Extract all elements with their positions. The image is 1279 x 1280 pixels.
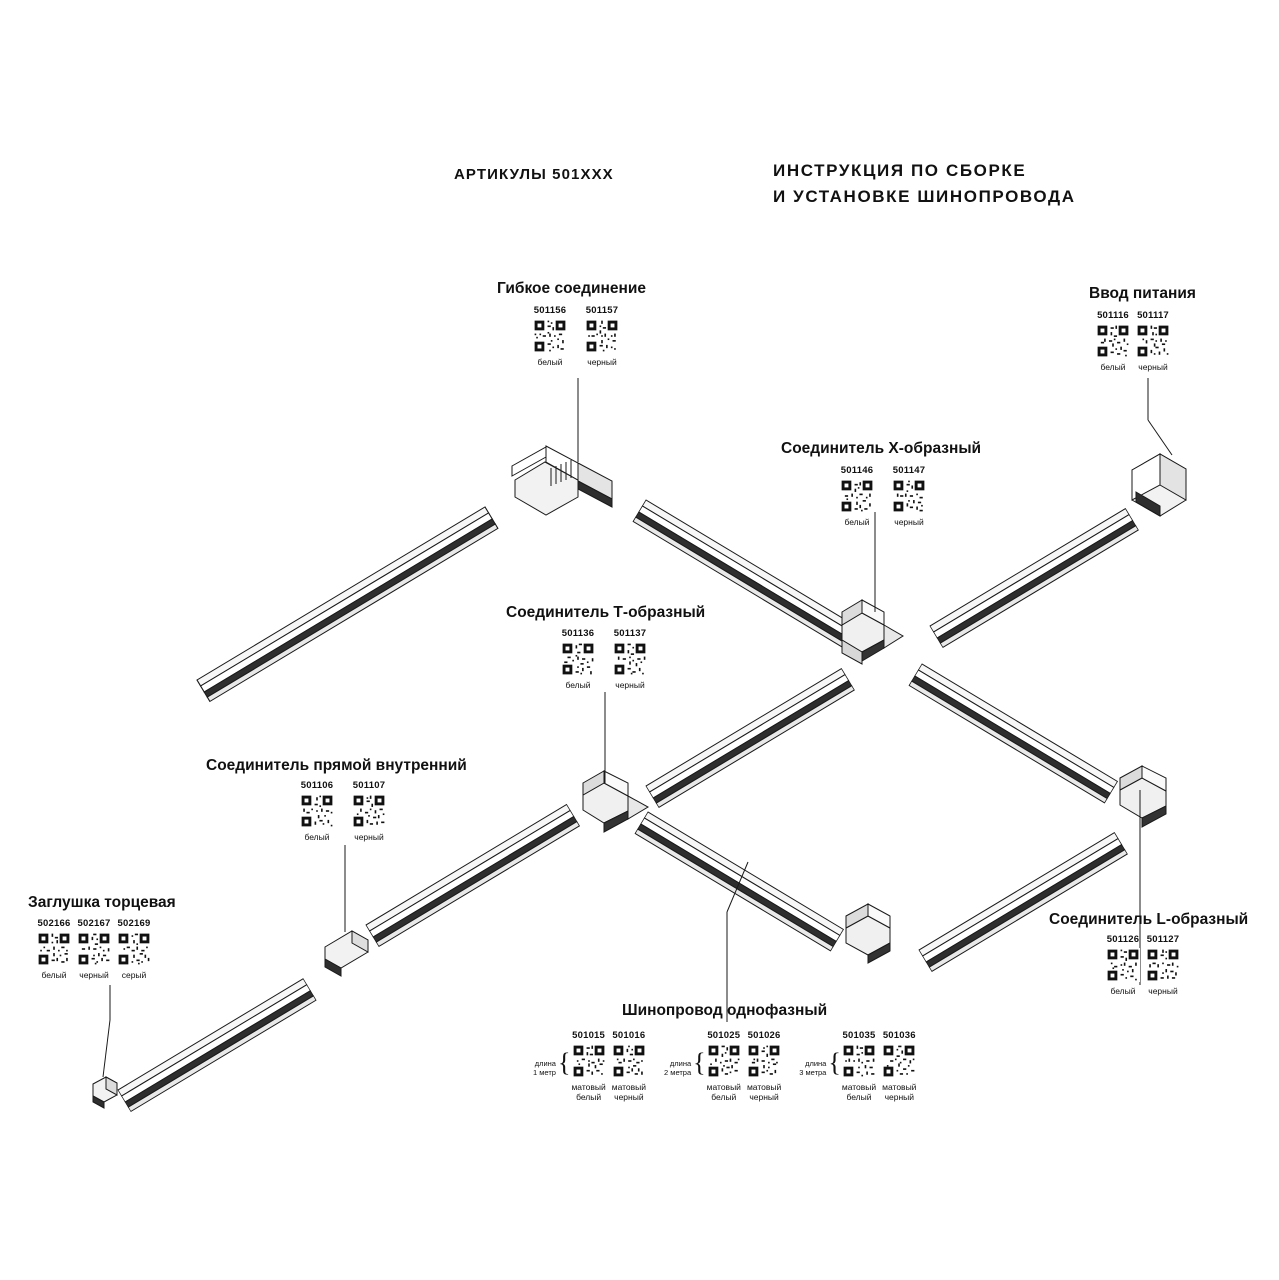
code-item[interactable] bbox=[882, 1030, 916, 1102]
part-title-end-cap: Заглушка торцевая bbox=[28, 894, 176, 911]
code-number: 501136 bbox=[561, 628, 595, 639]
code-item[interactable] bbox=[533, 305, 567, 367]
code-item[interactable] bbox=[585, 305, 619, 367]
code-caption: матовый черный bbox=[882, 1082, 917, 1102]
qr-code-icon bbox=[533, 319, 567, 353]
code-caption: белый bbox=[41, 970, 67, 980]
track-length-note: длина 1 метр bbox=[533, 1059, 556, 1077]
code-number: 501147 bbox=[892, 465, 926, 476]
code-item[interactable] bbox=[37, 918, 71, 980]
qr-code-icon bbox=[37, 932, 71, 966]
code-caption: черный bbox=[615, 680, 645, 690]
connector-t bbox=[583, 771, 648, 832]
connector-l bbox=[1120, 766, 1166, 827]
code-caption: матовый белый bbox=[706, 1082, 741, 1102]
qr-code-icon bbox=[707, 1044, 741, 1078]
page-title: ИНСТРУКЦИЯ ПО СБОРКЕ И УСТАНОВКЕ ШИНОПРОВОДА bbox=[773, 161, 1076, 206]
code-number: 501116 bbox=[1097, 310, 1129, 321]
track-length-note: длина 2 метра bbox=[664, 1059, 692, 1077]
code-number: 501106 bbox=[300, 780, 334, 791]
brace-icon: { bbox=[693, 1048, 706, 1077]
code-item[interactable] bbox=[561, 628, 595, 690]
code-item[interactable] bbox=[842, 1030, 876, 1102]
code-caption: белый bbox=[565, 680, 591, 690]
code-number: 501156 bbox=[533, 305, 567, 316]
leader-power-d bbox=[1148, 420, 1172, 455]
codes-end-cap bbox=[37, 918, 151, 980]
code-caption: серый bbox=[121, 970, 147, 980]
code-caption: черный bbox=[79, 970, 109, 980]
qr-code-icon bbox=[1146, 948, 1180, 982]
part-title-t-connector: Соединитель Т-образный bbox=[506, 604, 706, 621]
code-caption: черный bbox=[1138, 362, 1168, 372]
code-number: 501107 bbox=[352, 780, 386, 791]
code-item[interactable] bbox=[747, 1030, 781, 1102]
code-caption: белый bbox=[537, 357, 563, 367]
end-cap bbox=[93, 1077, 117, 1108]
code-item[interactable] bbox=[1096, 310, 1130, 372]
qr-code-icon bbox=[1096, 324, 1130, 358]
codes-flexible bbox=[533, 305, 619, 367]
rail-flex-to-x bbox=[633, 500, 859, 650]
connector-corner-bottom bbox=[846, 904, 890, 963]
code-number: 502166 bbox=[37, 918, 71, 929]
code-item[interactable] bbox=[840, 465, 874, 527]
qr-code-icon bbox=[747, 1044, 781, 1078]
code-item[interactable] bbox=[352, 780, 386, 842]
code-caption: матовый белый bbox=[841, 1082, 877, 1102]
code-number: 501126 bbox=[1106, 934, 1140, 945]
code-item[interactable] bbox=[612, 1030, 646, 1102]
code-item[interactable] bbox=[892, 465, 926, 527]
qr-code-icon bbox=[613, 642, 647, 676]
code-caption: черный bbox=[354, 832, 384, 842]
part-title-track: Шинопровод однофазный bbox=[622, 1002, 828, 1019]
connector-straight-inner bbox=[325, 931, 368, 976]
code-item[interactable] bbox=[1106, 934, 1140, 996]
qr-code-icon bbox=[892, 479, 926, 513]
qr-code-icon bbox=[300, 794, 334, 828]
codes-track bbox=[533, 1030, 916, 1102]
code-caption: черный bbox=[1148, 986, 1178, 996]
code-number: 502169 bbox=[117, 918, 151, 929]
code-item[interactable] bbox=[1146, 934, 1180, 996]
part-title-x-connector: Соединитель X-образный bbox=[781, 440, 982, 457]
part-title-flexible: Гибкое соединение bbox=[497, 280, 647, 297]
code-caption: матовый белый bbox=[571, 1082, 606, 1102]
qr-code-icon bbox=[352, 794, 386, 828]
articles-heading: АРТИКУЛЫ 501XXX bbox=[454, 166, 614, 183]
code-item[interactable] bbox=[300, 780, 334, 842]
code-number: 501026 bbox=[747, 1030, 781, 1041]
connector-flexible bbox=[512, 446, 612, 515]
code-number: 501127 bbox=[1146, 934, 1180, 945]
code-item[interactable] bbox=[77, 918, 111, 980]
code-number: 501035 bbox=[842, 1030, 876, 1041]
rail-l-to-corner bbox=[919, 833, 1127, 972]
qr-code-icon bbox=[842, 1044, 876, 1078]
part-title-straight-connector: Соединитель прямой внутренний bbox=[206, 757, 467, 774]
rail-x-to-t bbox=[646, 669, 854, 808]
rail-x-to-l bbox=[909, 664, 1117, 803]
power-feed bbox=[1132, 454, 1186, 516]
code-caption: белый bbox=[1110, 986, 1136, 996]
leader-cap-d bbox=[103, 1020, 110, 1077]
code-number: 501036 bbox=[882, 1030, 916, 1041]
code-item[interactable] bbox=[613, 628, 647, 690]
brace-icon: { bbox=[557, 1048, 571, 1077]
code-caption: белый bbox=[1100, 362, 1126, 372]
codes-straight-connector bbox=[300, 780, 386, 842]
code-number: 501016 bbox=[612, 1030, 646, 1041]
part-title-power-feed: Ввод питания bbox=[1089, 285, 1196, 302]
code-number: 501117 bbox=[1137, 310, 1169, 321]
code-number: 501025 bbox=[707, 1030, 741, 1041]
code-number: 501146 bbox=[840, 465, 874, 476]
brace-icon: { bbox=[828, 1048, 841, 1077]
codes-power-feed bbox=[1096, 310, 1170, 372]
code-caption: матовый черный bbox=[611, 1082, 647, 1102]
rail-straight-to-endcap bbox=[118, 979, 316, 1112]
qr-code-icon bbox=[840, 479, 874, 513]
qr-code-icon bbox=[1136, 324, 1170, 358]
qr-code-icon bbox=[585, 319, 619, 353]
qr-code-icon bbox=[882, 1044, 916, 1078]
connector-x bbox=[842, 600, 903, 664]
code-number: 501157 bbox=[585, 305, 619, 316]
code-number: 501137 bbox=[613, 628, 647, 639]
rail-t-to-straight bbox=[366, 804, 579, 946]
code-item[interactable] bbox=[117, 918, 151, 980]
qr-code-icon bbox=[572, 1044, 606, 1078]
qr-code-icon bbox=[117, 932, 151, 966]
code-caption: черный bbox=[894, 517, 924, 527]
track-length-note: длина 3 метра bbox=[799, 1059, 827, 1077]
qr-code-icon bbox=[1106, 948, 1140, 982]
code-number: 501015 bbox=[572, 1030, 606, 1041]
qr-code-icon bbox=[561, 642, 595, 676]
code-caption: белый bbox=[844, 517, 870, 527]
rail-t-to-corner bbox=[635, 812, 843, 951]
code-item[interactable] bbox=[707, 1030, 741, 1102]
rail-x-to-power bbox=[930, 509, 1138, 648]
code-caption: черный bbox=[587, 357, 617, 367]
code-number: 502167 bbox=[77, 918, 111, 929]
qr-code-icon bbox=[77, 932, 111, 966]
code-item[interactable] bbox=[1136, 310, 1170, 372]
codes-x-connector bbox=[840, 465, 926, 527]
code-caption: матовый черный bbox=[746, 1082, 782, 1102]
code-item[interactable] bbox=[571, 1030, 605, 1102]
code-caption: белый bbox=[304, 832, 330, 842]
codes-l-connector bbox=[1106, 934, 1180, 996]
qr-code-icon bbox=[612, 1044, 646, 1078]
part-title-l-connector: Соединитель L-образный bbox=[1049, 911, 1249, 928]
codes-t-connector bbox=[561, 628, 647, 690]
rail-upper-left bbox=[197, 507, 498, 701]
